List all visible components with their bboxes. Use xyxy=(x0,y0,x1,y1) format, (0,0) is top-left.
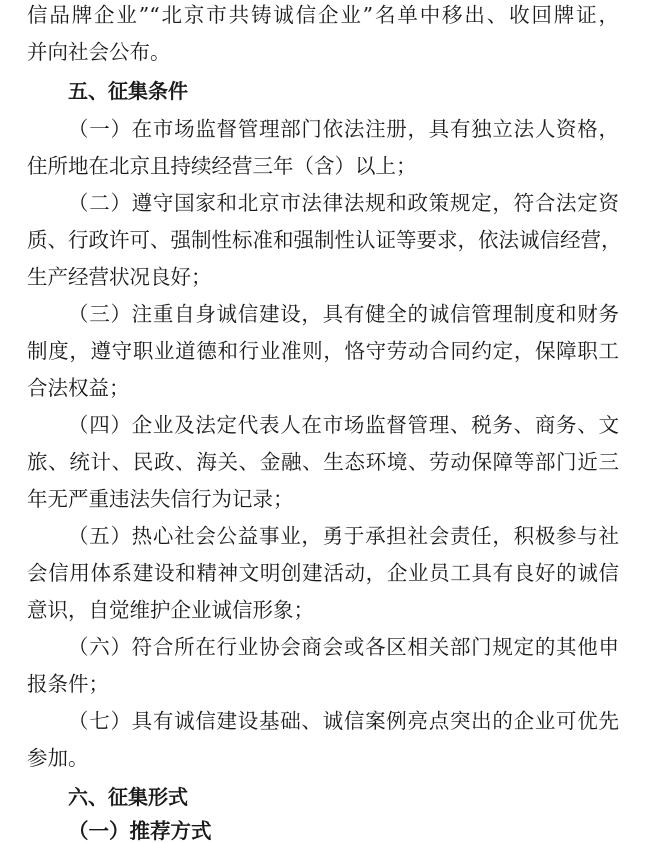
body-text-line: 报条件； xyxy=(27,672,109,696)
body-text-line: 年无严重违法失信行为记录； xyxy=(27,487,294,511)
condition-item-2: （二）遵守国家和北京市法律法规和政策规定，符合法定资 xyxy=(68,191,619,215)
body-text-line: 信品牌企业”“北京市共铸诚信企业”名单中移出、收回牌证， xyxy=(27,3,619,27)
body-text-line: 生产经营状况良好； xyxy=(27,265,212,289)
section-heading-forms: 六、征集形式 xyxy=(68,785,188,809)
body-text-line: 制度，遵守职业道德和行业准则，恪守劳动合同约定，保障职工 xyxy=(27,339,619,363)
condition-item-7: （七）具有诚信建设基础、诚信案例亮点突出的企业可优先 xyxy=(68,709,619,733)
body-text-line: 参加。 xyxy=(27,746,89,770)
condition-item-3: （三）注重自身诚信建设，具有健全的诚信管理制度和财务 xyxy=(68,302,619,326)
body-text-line: 会信用体系建设和精神文明创建活动，企业员工具有良好的诚信 xyxy=(27,561,619,585)
body-text-line: 并向社会公布。 xyxy=(27,40,171,64)
condition-item-1: （一）在市场监督管理部门依法注册，具有独立法人资格， xyxy=(68,117,619,141)
body-text-line: 意识，自觉维护企业诚信形象； xyxy=(27,598,314,622)
body-text-line: 住所地在北京且持续经营三年（含）以上； xyxy=(27,154,417,178)
body-text-line: 旅、统计、民政、海关、金融、生态环境、劳动保障等部门近三 xyxy=(27,450,619,474)
condition-item-4: （四）企业及法定代表人在市场监督管理、税务、商务、文 xyxy=(68,413,619,437)
body-text-line: 合法权益； xyxy=(27,376,130,400)
body-text-line: 质、行政许可、强制性标准和强制性认证等要求，依法诚信经营， xyxy=(27,228,622,252)
condition-item-6: （六）符合所在行业协会商会或各区相关部门规定的其他申 xyxy=(68,635,619,659)
condition-item-5: （五）热心社会公益事业，勇于承担社会责任，积极参与社 xyxy=(68,524,619,548)
section-heading-conditions: 五、征集条件 xyxy=(68,79,188,103)
subsection-heading-recommendation: （一）推荐方式 xyxy=(68,819,212,843)
